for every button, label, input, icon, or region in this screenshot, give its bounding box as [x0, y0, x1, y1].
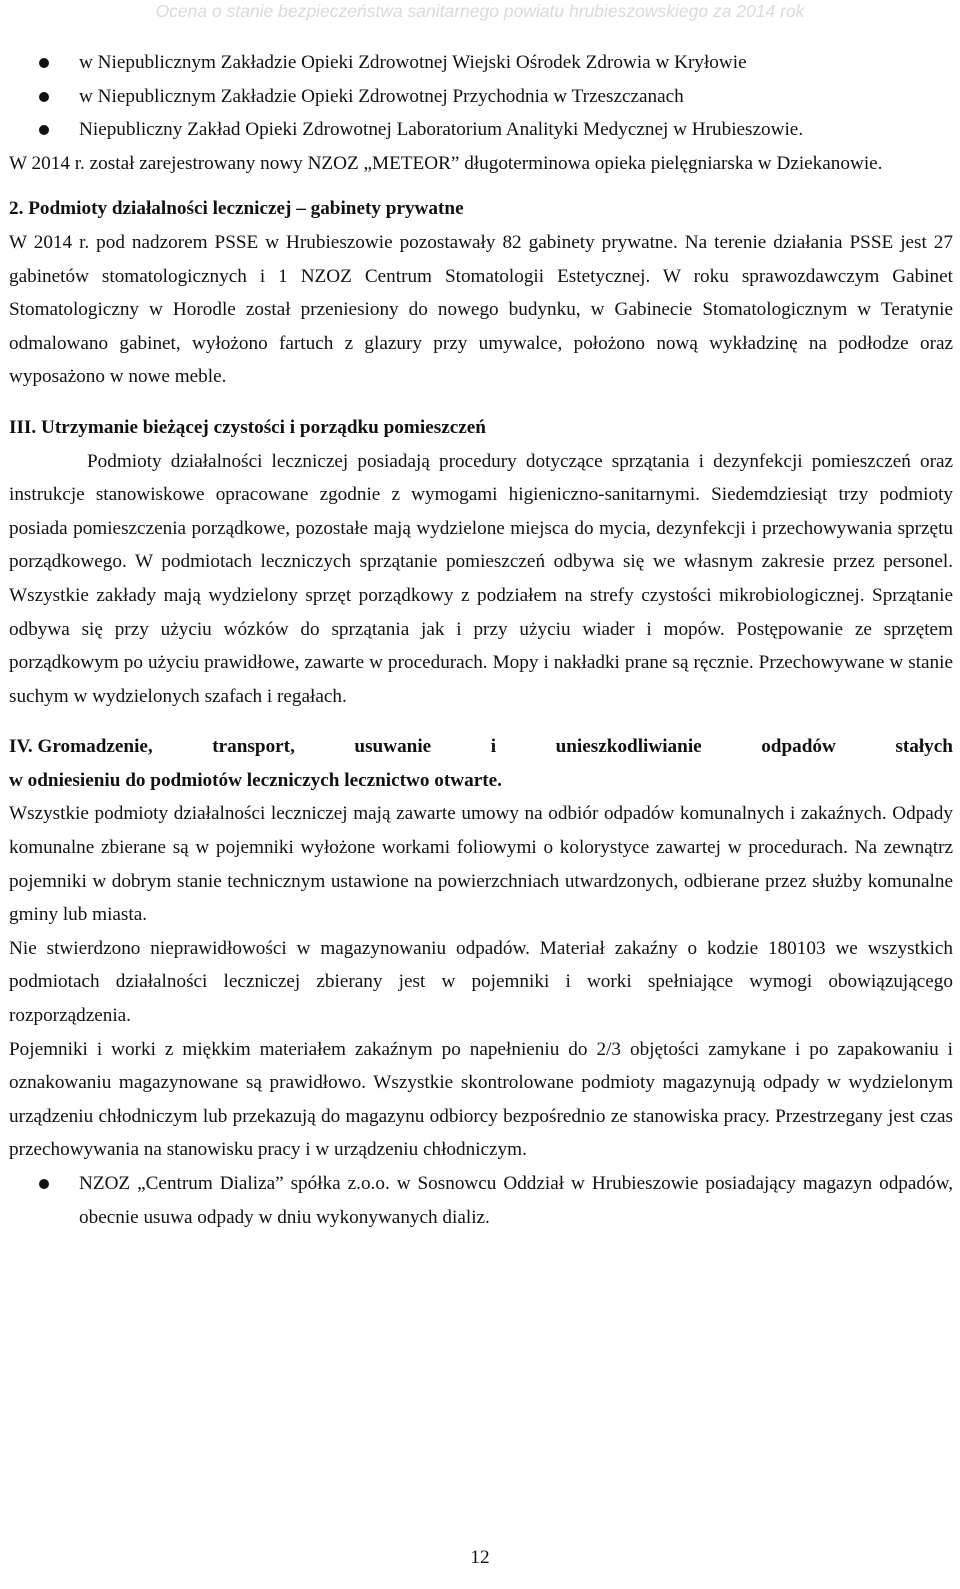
- bullet-icon: [39, 58, 49, 68]
- dialysis-list: [9, 1167, 953, 1234]
- section-4-heading-word: odpadów: [761, 736, 836, 758]
- facility-list: [9, 46, 953, 147]
- list-item: [9, 1167, 953, 1234]
- page-number: 12: [470, 1547, 490, 1568]
- section-4-heading-word: usuwanie: [354, 736, 432, 758]
- section-4-paragraph-2: Nie stwierdzono nieprawidłowości w magazynowaniu odpadów. Materiał zakaźny o kodzie 180103 we wszystkich podmiotach działalności leczniczej zbierany jest w pojemniki i worki spełniające wymogi obowiązującego rozporządzenia.: [9, 937, 953, 1027]
- running-header: Ocena o stanie bezpieczeństwa sanitarnego powiatu hrubieszowskiego za 2014 rok: [155, 1, 805, 21]
- bullet-icon: [39, 125, 49, 135]
- list-item-text: w Niepublicznym Zakładzie Opieki Zdrowotnej Wiejski Ośrodek Zdrowia w Kryłowie: [79, 52, 747, 73]
- document-body: [9, 46, 953, 1234]
- meteor-paragraph: W 2014 r. został zarejestrowany nowy NZOZ „METEOR” długoterminowa opieka pielęgniarska w Dziekanowie.: [9, 152, 883, 174]
- section-4-heading: [9, 730, 953, 764]
- list-item-text: NZOZ „Centrum Dializa” spółka z.o.o. w Sosnowcu Oddział w Hrubieszowie posiadający magazyn odpadów, obecnie usuwa odpady w dniu wykonywanych dializ.: [79, 1173, 953, 1228]
- section-4-paragraph-3: Pojemniki i worki z miękkim materiałem zakaźnym po napełnieniu do 2/3 objętości zamykane i po zapakowaniu i oznakowaniu magazynowane są prawidłowo. Wszystkie skontrolowane podmioty magazynują odpady w wydzielonym urządzeniu chłodniczym lub przekazują do magazynu odbiorcy bezpośrednio ze stanowiska pracy. Przestrzegany jest czas przechowywania na stanowisku pracy i w urządzeniu chłodniczym.: [9, 1038, 953, 1161]
- list-item: [9, 113, 953, 147]
- section-2-heading: 2. Podmioty działalności leczniczej – gabinety prywatne: [9, 198, 464, 220]
- section-3-paragraph: Podmioty działalności leczniczej posiadają procedury dotyczące sprzątania i dezynfekcji pomieszczeń oraz instrukcje stanowiskowe opracowane zgodnie z wymogami higieniczno-sanitarnymi. Siedemdziesiąt trzy podmioty posiada pomieszczenia porządkowe, pozostałe mają wydzielone miejsca do mycia, dezynfekcji i przechowywania sprzętu porządkowego. W podmiotach leczniczych sprzątanie pomieszczeń odbywa się we własnym zakresie przez personel. Wszystkie zakłady mają wydzielony sprzęt porządkowy z podziałem na strefy czystości mikrobiologicznej. Sprzątanie odbywa się przy użyciu wózków do sprzątania jak i przy użyciu wiader i mopów. Postępowanie ze sprzętem porządkowym po użyciu prawidłowe, zawarte w procedurach. Mopy i nakładki prane są ręcznie. Przechowywane w stanie suchym w wydzielonych szafach i regałach.: [9, 450, 953, 707]
- section-3-number: III.: [9, 416, 37, 438]
- section-2-paragraph: W 2014 r. pod nadzorem PSSE w Hrubieszowie pozostawały 82 gabinety prywatne. Na terenie działania PSSE jest 27 gabinetów stomatologicznych i 1 NZOZ Centrum Stomatologii Estetycznej. W roku sprawozdawczym Gabinet Stomatologiczny w Horodle został przeniesiony do nowego budynku, w Gabinecie Stomatologicznym w Teratynie odmalowano gabinet, wyłożono fartuch z glazury przy umywalce, położono nową wykładzinę na podłodze oraz wyposażono w nowe meble.: [9, 231, 953, 388]
- section-4-heading-word: i: [490, 736, 497, 758]
- section-4-paragraph-1: Wszystkie podmioty działalności leczniczej mają zawarte umowy na odbiór odpadów komunalnych i zakaźnych. Odpady komunalne zbierane są w pojemniki wyłożone workami foliowymi o kolorystyce zawartej w procedurach. Na zewnątrz pojemniki w dobrym stanie technicznym ustawione na powierzchniach utwardzonych, odbierane przez służby komunalne gminy lub miasta.: [9, 803, 953, 926]
- section-4-heading-line-2: w odniesieniu do podmiotów leczniczych lecznictwo otwarte.: [9, 769, 502, 791]
- section-4-heading-word: IV. Gromadzenie,: [9, 736, 153, 758]
- section-4-heading-word: stałych: [895, 736, 953, 758]
- list-item-text: w Niepublicznym Zakładzie Opieki Zdrowotnej Przychodnia w Trzeszczanach: [79, 85, 684, 107]
- bullet-icon: [39, 92, 49, 102]
- section-3-title: Utrzymanie bieżącej czystości i porządku pomieszczeń: [41, 416, 486, 438]
- bullet-icon: [39, 1179, 49, 1189]
- section-3-heading: [9, 411, 953, 445]
- list-item: [9, 46, 953, 80]
- section-4-heading-word: unieszkodliwianie: [555, 736, 702, 758]
- list-item: [9, 80, 953, 114]
- section-4-heading-word: transport,: [212, 736, 295, 758]
- list-item-text: Niepubliczny Zakład Opieki Zdrowotnej Laboratorium Analityki Medycznej w Hrubieszowie.: [79, 119, 804, 141]
